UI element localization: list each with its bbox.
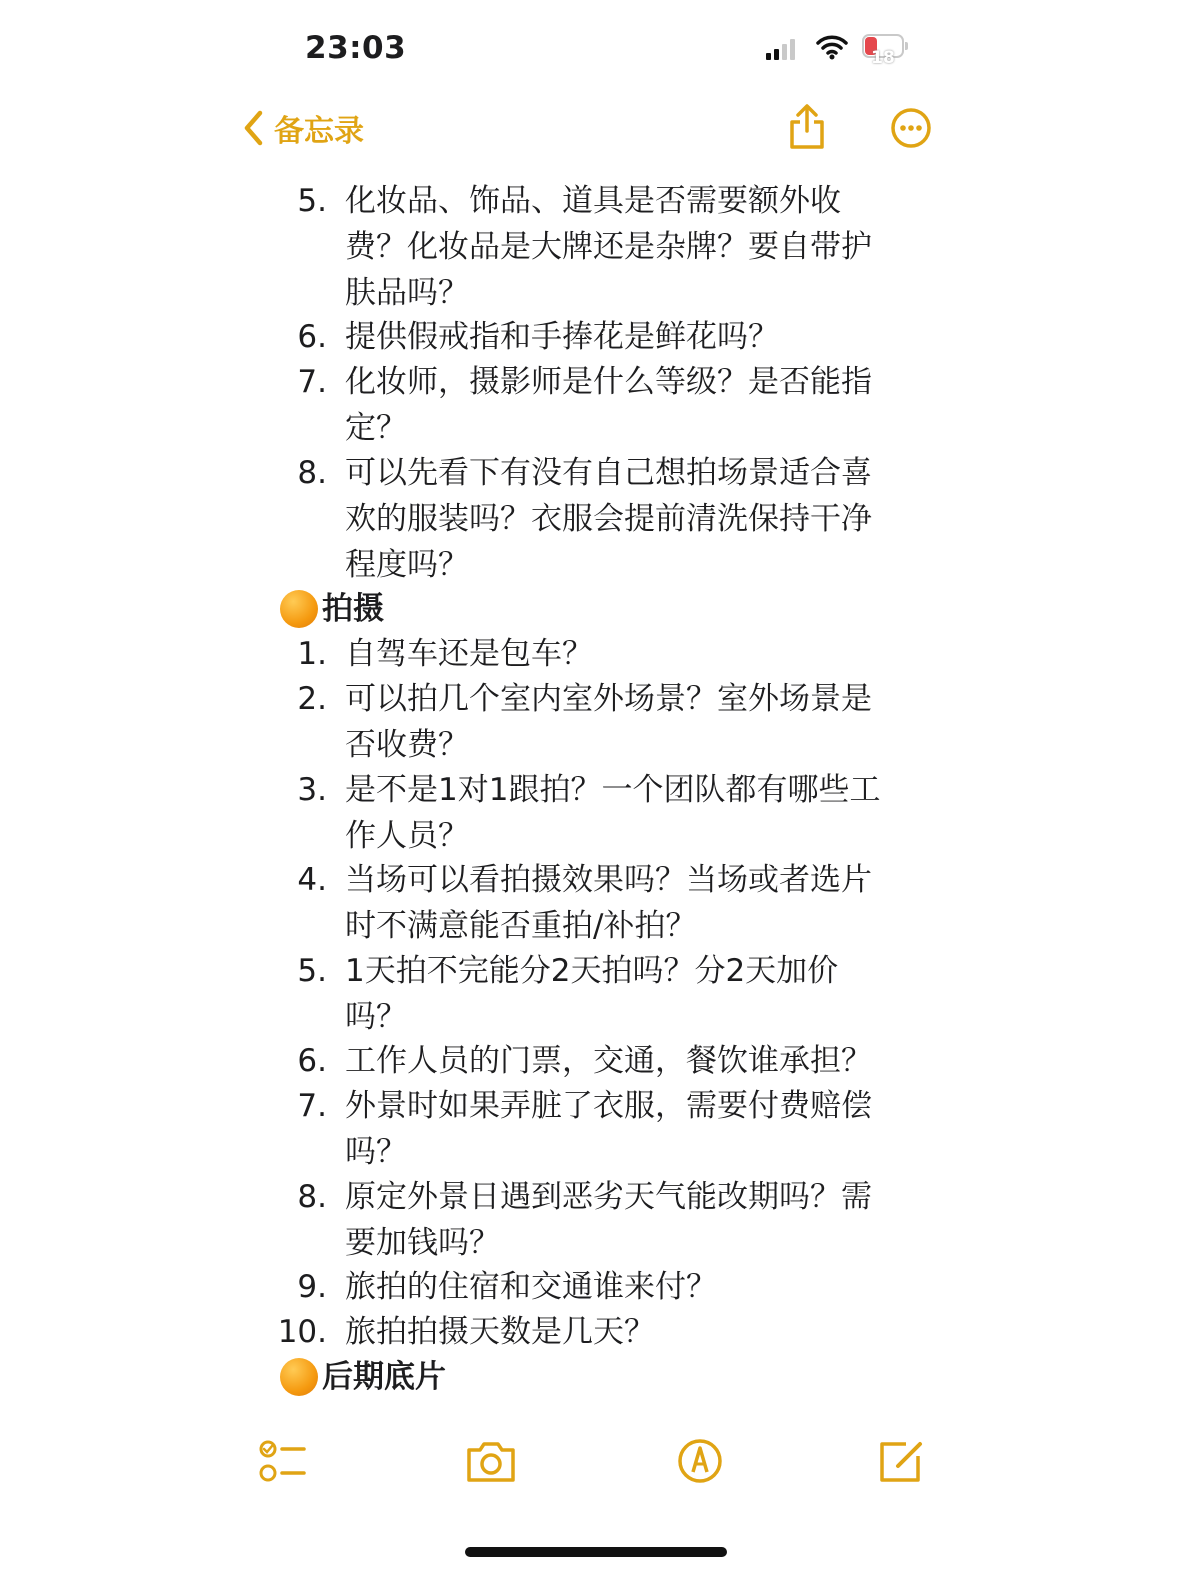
list-number: 5. [297, 183, 327, 219]
list-item: 外景时如果弄脏了衣服，需要付费赔偿 吗？ [345, 1088, 872, 1170]
checklist-icon[interactable] [258, 1436, 308, 1486]
list-item: 1天拍不完能分2天拍吗？分2天加价 吗？ [345, 953, 839, 1035]
battery-indicator [862, 34, 910, 68]
list-item: 工作人员的门票，交通，餐饮谁承担？ [345, 1043, 872, 1079]
list-item: 当场可以看拍摄效果吗？当场或者选片 时不满意能否重拍/补拍？ [345, 862, 872, 944]
list-number: 2. [297, 681, 327, 717]
orange-circle-emoji-icon [280, 590, 318, 628]
section-heading-shooting: 拍摄 [280, 586, 384, 632]
status-bar [0, 24, 1192, 74]
camera-icon[interactable] [465, 1436, 517, 1486]
list-item: 可以拍几个室内室外场景？室外场景是 否收费？ [345, 681, 872, 763]
list-item: 旅拍拍摄天数是几天？ [345, 1314, 655, 1350]
share-icon[interactable] [788, 103, 826, 151]
list-number: 3. [297, 772, 327, 808]
list-number: 6. [297, 1043, 327, 1079]
list-number: 1. [297, 636, 327, 672]
bottom-toolbar [0, 1436, 1192, 1506]
home-indicator[interactable] [465, 1547, 727, 1557]
chevron-left-icon [244, 110, 264, 146]
list-number: 8. [297, 455, 327, 491]
list-number: 7. [297, 364, 327, 400]
status-time: 23:03 [305, 30, 407, 66]
list-number: 10. [277, 1314, 327, 1350]
list-item: 化妆师，摄影师是什么等级？是否能指 定？ [345, 364, 872, 446]
list-item: 旅拍的住宿和交通谁来付？ [345, 1269, 717, 1305]
list-item: 提供假戒指和手捧花是鲜花吗？ [345, 319, 779, 355]
list-item: 自驾车还是包车？ [345, 636, 593, 672]
clipped-next-line [280, 1400, 920, 1416]
orange-circle-emoji-icon [280, 1358, 318, 1396]
list-item: 可以先看下有没有自己想拍场景适合喜 欢的服装吗？衣服会提前清洗保持干净 程度吗？ [345, 455, 872, 583]
back-label: 备忘录 [274, 114, 364, 149]
list-number: 8. [297, 1179, 327, 1215]
list-number: 9. [297, 1269, 327, 1305]
list-number: 7. [297, 1088, 327, 1124]
more-options-icon[interactable] [890, 107, 932, 149]
list-number: 5. [297, 953, 327, 989]
back-button[interactable] [244, 106, 364, 150]
markup-pen-icon[interactable] [675, 1436, 725, 1486]
section-heading-post-production: 后期底片 [280, 1354, 446, 1400]
compose-icon[interactable] [876, 1436, 926, 1486]
note-body[interactable] [0, 178, 1192, 1416]
list-item: 化妆品、饰品、道具是否需要额外收 费？化妆品是大牌还是杂牌？要自带护 肤品吗？ [345, 183, 872, 311]
list-number: 6. [297, 319, 327, 355]
list-item: 原定外景日遇到恶劣天气能改期吗？需 要加钱吗？ [345, 1179, 872, 1261]
battery-percent: 18 [871, 48, 895, 68]
nav-bar [0, 100, 1192, 160]
list-number: 4. [297, 862, 327, 898]
cellular-signal-icon [766, 38, 798, 60]
list-item: 是不是1对1跟拍？一个团队都有哪些工 作人员？ [345, 772, 881, 854]
wifi-icon [816, 34, 848, 60]
